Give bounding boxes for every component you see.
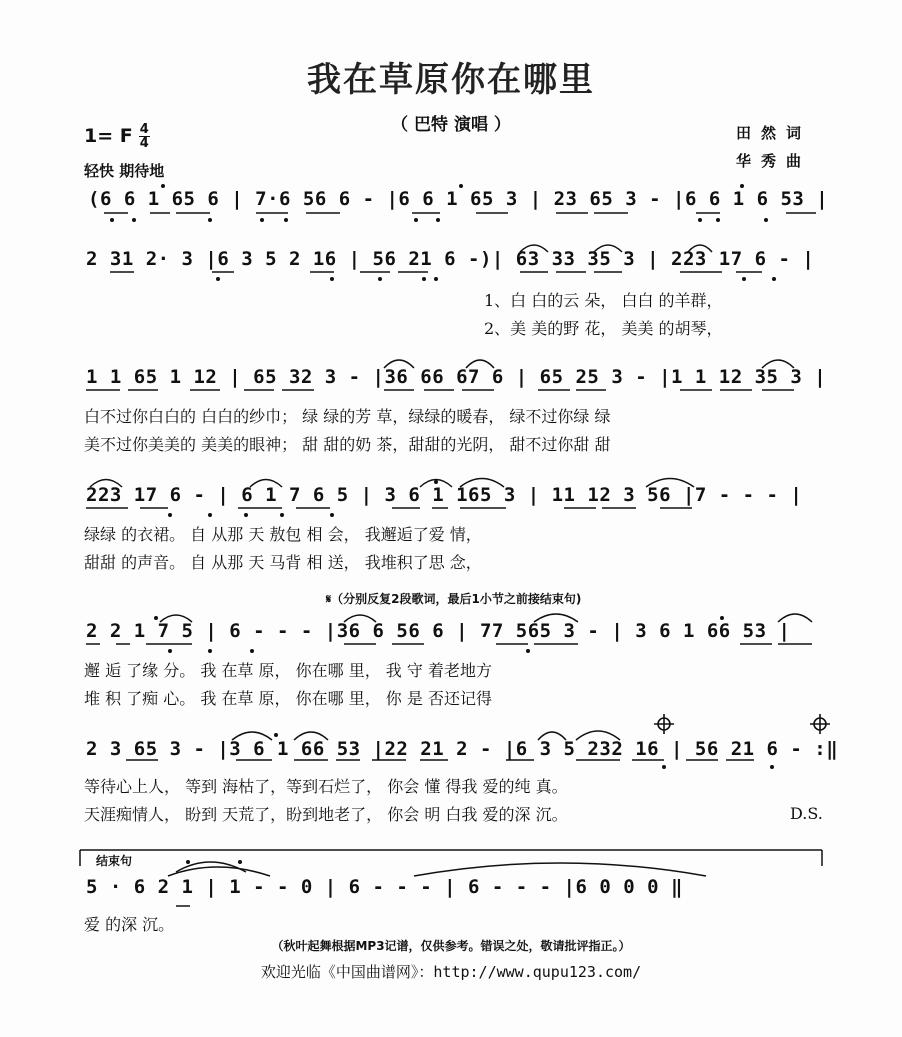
score-line-2: 2 31 2· 3 |6 3 5 2 16 | 56 21 6 -)| 63 33 35 3 | 223 17 6 - |: [86, 248, 815, 270]
lyrics-verse1-line4: 绿绿 的衣裙。 自 从那 天 敖包 相 会， 我邂逅了爱 情，: [84, 525, 482, 544]
time-bottom: 4: [139, 136, 149, 151]
transcription-note: （秋叶起舞根据MP3记谱，仅供参考。错误之处，敬请批评指正。）: [271, 939, 631, 953]
time-top: 4: [139, 122, 149, 137]
lyrics-verse1-line5: 邂 逅 了缘 分。 我 在草 原， 你在哪 里， 我 守 着老地方: [84, 661, 492, 680]
coda-label: 结束句: [96, 854, 133, 868]
repeat-instruction: 𝄋（分别反复2段歌词，最后1小节之前接结束句): [326, 592, 582, 606]
key-signature: [84, 123, 150, 150]
lyricist-credit: 田然词: [736, 124, 812, 142]
lyrics-verse2-line3: 美不过你美美的 美美的眼神； 甜 甜的奶 茶，甜甜的光阴， 甜不过你甜 甜: [84, 435, 611, 454]
lyrics-coda: 爱 的深 沉。: [84, 915, 175, 934]
score-line-5: 2 2 1 7 5 | 6 - - - |36 6 56 6 | 77 565 3 - | 3 6 1 66 53 |: [86, 620, 791, 642]
score-line-4: 223 17 6 - | 6 1 7 6 5 | 3 6 1 165 3 | 11 12 3 56 |7 - - - |: [86, 484, 803, 506]
lyrics-verse2-line5: 堆 积 了痴 心。 我 在草 原， 你在哪 里， 你 是 否还记得: [84, 689, 492, 708]
score-line-7: 5 · 6 2 1 | 1 - - 0 | 6 - - - | 6 - - - |6 0 0 0 ‖: [86, 876, 683, 898]
score-line-3: 1 1 65 1 12 | 65 32 3 - |36 66 67 6 | 65 25 3 - |1 1 12 35 3 |: [86, 366, 827, 388]
score-line-1: (6 6 1 65 6 | 7·6 56 6 - |6 6 1 65 3 | 23 65 3 - |6 6 1 6 53 |: [88, 188, 829, 210]
lyrics-verse1-line3: 白不过你白白的 白白的纱巾； 绿 绿的芳 草，绿绿的暖春， 绿不过你绿 绿: [84, 407, 611, 426]
time-signature: [139, 123, 150, 150]
website-footer: 欢迎光临《中国曲谱网》：http://www.qupu123.com/: [260, 963, 642, 981]
dal-segno-mark: D.S.: [790, 804, 823, 823]
lyrics-verse1-line2: 1、白 白的云 朵， 白白 的羊群，: [484, 291, 723, 310]
score-line-6: 2 3 65 3 - |3 6 1 66 53 |22 21 2 - |6 3 5 232 16 | 56 21 6 - :‖: [86, 738, 839, 760]
key-label: 1= F: [84, 125, 133, 147]
lyrics-verse2-line6: 天涯痴情人， 盼到 天荒了，盼到地老了， 你会 明 白我 爱的深 沉。: [84, 805, 568, 824]
lyrics-verse1-line6: 等待心上人， 等到 海枯了，等到石烂了， 你会 懂 得我 爱的纯 真。: [84, 777, 568, 796]
lyrics-verse2-line2: 2、美 美的野 花， 美美 的胡琴，: [484, 319, 723, 338]
lyrics-verse2-line4: 甜甜 的声音。 自 从那 天 马背 相 送， 我堆积了思 念，: [84, 553, 482, 572]
singer-credit: （ 巴特 演唱 ）: [391, 115, 511, 135]
tempo-marking: 轻快 期待地: [84, 162, 165, 180]
composer-credit: 华秀曲: [736, 152, 812, 170]
page-title: 我在草原你在哪里: [307, 60, 595, 100]
